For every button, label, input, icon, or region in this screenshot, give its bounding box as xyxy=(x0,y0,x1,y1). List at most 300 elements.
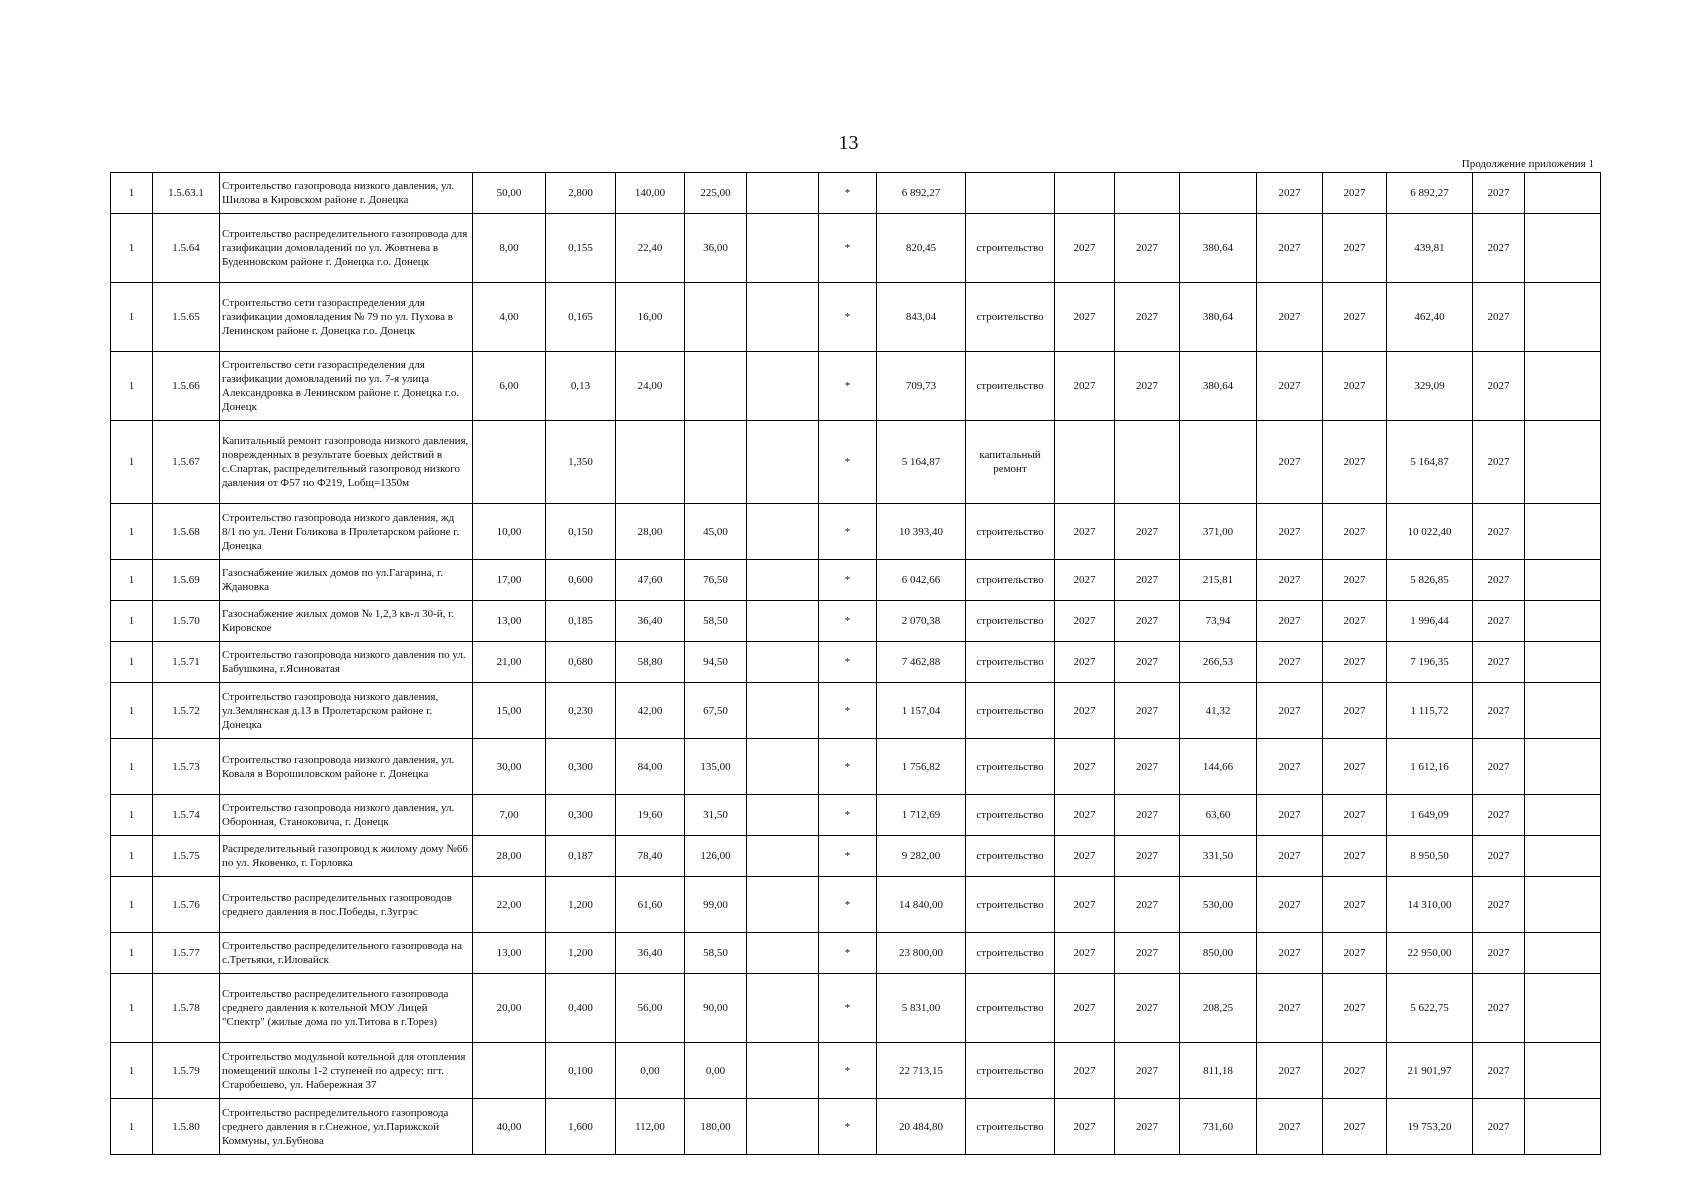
table-cell: 1 xyxy=(111,795,153,836)
table-cell xyxy=(747,504,819,560)
table-cell xyxy=(747,683,819,739)
table-cell: 1.5.77 xyxy=(153,933,220,974)
table-row xyxy=(111,352,1601,421)
table-cell xyxy=(747,601,819,642)
table-cell: 2 070,38 xyxy=(877,601,966,642)
table-cell xyxy=(747,560,819,601)
table-cell: 439,81 xyxy=(1387,214,1473,283)
table-cell: Строительство газопровода низкого давления, ул.Землянская д.13 в Пролетарском районе г. Донецка xyxy=(220,683,473,739)
table-cell: 2,800 xyxy=(546,173,616,214)
table-cell: * xyxy=(819,974,877,1043)
table-cell: 1 756,82 xyxy=(877,739,966,795)
table-cell: 2027 xyxy=(1115,560,1180,601)
table-cell: 41,32 xyxy=(1180,683,1257,739)
table-cell: Строительство газопровода низкого давления, ул. Оборонная, Станоковича, г. Донецк xyxy=(220,795,473,836)
table-cell: 1.5.75 xyxy=(153,836,220,877)
table-cell xyxy=(1525,560,1601,601)
table-cell: 2027 xyxy=(1257,836,1323,877)
table-cell: 22,40 xyxy=(616,214,685,283)
table-cell: 2027 xyxy=(1473,283,1525,352)
table-cell: 10 393,40 xyxy=(877,504,966,560)
table-cell: Капитальный ремонт газопровода низкого давления, поврежденных в результате боевых действий в с.Спартак, распределительный газопровод низкого давления от Ф57 по Ф219, Lобщ=1350м xyxy=(220,421,473,504)
table-cell: 2027 xyxy=(1257,214,1323,283)
table-cell: 2027 xyxy=(1323,642,1387,683)
table-cell: Строительство модульной котельной для отопления помещений школы 1-2 ступеней по адресу: пгт. Старобешево, ул. Набережная 37 xyxy=(220,1043,473,1099)
table-cell: 6 892,27 xyxy=(877,173,966,214)
table-cell: Строительство распределительного газопровода для газификации домовладений по ул. Жовтнева в Буденновском районе г. Донецка г.о. Донецк xyxy=(220,214,473,283)
table-cell: 2027 xyxy=(1055,836,1115,877)
table-cell: 36,40 xyxy=(616,933,685,974)
table-cell: 1 xyxy=(111,933,153,974)
table-cell: строительство xyxy=(966,836,1055,877)
table-cell xyxy=(1115,421,1180,504)
table-cell xyxy=(1180,421,1257,504)
table-cell: 2027 xyxy=(1473,974,1525,1043)
table-cell: 4,00 xyxy=(473,283,546,352)
table-cell: Строительство газопровода низкого давления, ул. Шилова в Кировском районе г. Донецка xyxy=(220,173,473,214)
table-row xyxy=(111,173,1601,214)
table-cell xyxy=(747,836,819,877)
table-cell: капитальный ремонт xyxy=(966,421,1055,504)
table-cell: 73,94 xyxy=(1180,601,1257,642)
table-cell: 2027 xyxy=(1473,504,1525,560)
table-cell: 2027 xyxy=(1473,1043,1525,1099)
table-cell: 99,00 xyxy=(685,877,747,933)
table-cell: 10 022,40 xyxy=(1387,504,1473,560)
table-cell: * xyxy=(819,1043,877,1099)
table-cell: 2027 xyxy=(1115,877,1180,933)
table-cell xyxy=(1525,974,1601,1043)
table-cell: 112,00 xyxy=(616,1099,685,1155)
table-cell: 2027 xyxy=(1473,795,1525,836)
table-row xyxy=(111,560,1601,601)
table-cell: Распределительный газопровод к жилому дому №66 по ул. Яковенко, г. Горловка xyxy=(220,836,473,877)
table-cell: 820,45 xyxy=(877,214,966,283)
table-cell: 45,00 xyxy=(685,504,747,560)
table-cell: 1 xyxy=(111,974,153,1043)
table-cell: 1,200 xyxy=(546,933,616,974)
table-cell: 36,40 xyxy=(616,601,685,642)
table-cell: 76,50 xyxy=(685,560,747,601)
table-cell: 1 649,09 xyxy=(1387,795,1473,836)
table-cell: 0,185 xyxy=(546,601,616,642)
table-cell: 225,00 xyxy=(685,173,747,214)
table-cell: 2027 xyxy=(1055,504,1115,560)
table-cell xyxy=(1055,421,1115,504)
table-cell: 0,680 xyxy=(546,642,616,683)
table-cell: 2027 xyxy=(1323,877,1387,933)
table-cell: строительство xyxy=(966,352,1055,421)
table-cell: 2027 xyxy=(1257,739,1323,795)
table-cell: 47,60 xyxy=(616,560,685,601)
table-cell xyxy=(1525,877,1601,933)
table-cell: 0,00 xyxy=(616,1043,685,1099)
table-cell: * xyxy=(819,352,877,421)
table-cell: 462,40 xyxy=(1387,283,1473,352)
table-cell: 811,18 xyxy=(1180,1043,1257,1099)
table-cell: 15,00 xyxy=(473,683,546,739)
table-cell: 2027 xyxy=(1473,560,1525,601)
table-cell: строительство xyxy=(966,795,1055,836)
table-cell: 1.5.68 xyxy=(153,504,220,560)
table-cell: 0,100 xyxy=(546,1043,616,1099)
table-cell: * xyxy=(819,214,877,283)
table-cell: 1.5.78 xyxy=(153,974,220,1043)
table-cell xyxy=(473,421,546,504)
table-cell: 2027 xyxy=(1055,560,1115,601)
table-cell: Строительство распределительных газопроводов среднего давления в пос.Победы, г.Зугрэс xyxy=(220,877,473,933)
table-cell: 0,155 xyxy=(546,214,616,283)
table-cell: 2027 xyxy=(1055,933,1115,974)
table-cell: 2027 xyxy=(1115,352,1180,421)
table-cell: 0,165 xyxy=(546,283,616,352)
table-cell: 2027 xyxy=(1323,283,1387,352)
table-cell: Строительство распределительного газопровода среднего давления к котельной МОУ Лицей "Спектр" (жилые дома по ул.Титова в г.Торез) xyxy=(220,974,473,1043)
table-cell: 13,00 xyxy=(473,933,546,974)
table-cell: * xyxy=(819,836,877,877)
table-cell xyxy=(747,739,819,795)
table-row xyxy=(111,601,1601,642)
table-cell xyxy=(747,933,819,974)
table-cell: Строительство распределительного газопровода среднего давления в г.Снежное, ул.Парижской Коммуны, ул.Бубнова xyxy=(220,1099,473,1155)
table-cell: 380,64 xyxy=(1180,283,1257,352)
table-cell: 1.5.66 xyxy=(153,352,220,421)
table-cell: Строительство газопровода низкого давления, жд 8/1 по ул. Лени Голикова в Пролетарском районе г. Донецка xyxy=(220,504,473,560)
table-cell: 2027 xyxy=(1257,421,1323,504)
table-cell: 1 115,72 xyxy=(1387,683,1473,739)
table-cell: строительство xyxy=(966,739,1055,795)
table-cell: 2027 xyxy=(1257,504,1323,560)
table-cell: 380,64 xyxy=(1180,214,1257,283)
table-cell: 2027 xyxy=(1055,352,1115,421)
table-cell: 28,00 xyxy=(616,504,685,560)
table-cell xyxy=(747,283,819,352)
table-cell: 2027 xyxy=(1257,560,1323,601)
table-cell: 0,00 xyxy=(685,1043,747,1099)
table-cell: 2027 xyxy=(1055,214,1115,283)
table-cell: 1 xyxy=(111,560,153,601)
table-cell xyxy=(1525,642,1601,683)
table-cell: 215,81 xyxy=(1180,560,1257,601)
table-row xyxy=(111,283,1601,352)
table-cell xyxy=(747,877,819,933)
table-cell: строительство xyxy=(966,504,1055,560)
table-cell: 2027 xyxy=(1473,836,1525,877)
table-cell: 1.5.76 xyxy=(153,877,220,933)
table-cell xyxy=(747,421,819,504)
table-cell xyxy=(1525,1043,1601,1099)
table-cell: строительство xyxy=(966,1043,1055,1099)
table-cell: 208,25 xyxy=(1180,974,1257,1043)
table-cell xyxy=(747,974,819,1043)
table-cell: 2027 xyxy=(1323,421,1387,504)
table-cell: 78,40 xyxy=(616,836,685,877)
table-cell: строительство xyxy=(966,214,1055,283)
table-cell xyxy=(747,795,819,836)
table-cell xyxy=(1525,352,1601,421)
table-cell: * xyxy=(819,933,877,974)
table-row xyxy=(111,933,1601,974)
table-cell: Газоснабжение жилых домов № 1,2,3 кв-л 30-й, г. Кировское xyxy=(220,601,473,642)
table-cell: 94,50 xyxy=(685,642,747,683)
table-cell: 135,00 xyxy=(685,739,747,795)
table-cell xyxy=(747,352,819,421)
table-cell: 1 xyxy=(111,173,153,214)
table-cell: 2027 xyxy=(1473,173,1525,214)
table-cell: 61,60 xyxy=(616,877,685,933)
table-row xyxy=(111,421,1601,504)
table-cell xyxy=(685,352,747,421)
table-cell xyxy=(1525,173,1601,214)
table-cell: 1 xyxy=(111,739,153,795)
table-cell: 2027 xyxy=(1257,795,1323,836)
table-cell: 7 462,88 xyxy=(877,642,966,683)
table-cell: 0,187 xyxy=(546,836,616,877)
table-cell: 2027 xyxy=(1473,933,1525,974)
table-cell: 0,600 xyxy=(546,560,616,601)
table-cell: 2027 xyxy=(1055,1099,1115,1155)
table-cell xyxy=(1525,504,1601,560)
table-row xyxy=(111,974,1601,1043)
table-cell: 709,73 xyxy=(877,352,966,421)
table-cell: * xyxy=(819,683,877,739)
table-cell: 24,00 xyxy=(616,352,685,421)
table-cell xyxy=(473,1043,546,1099)
table-row xyxy=(111,214,1601,283)
table-cell: Газоснабжение жилых домов по ул.Гагарина, г. Ждановка xyxy=(220,560,473,601)
table-cell: 2027 xyxy=(1115,1043,1180,1099)
table-cell: 1 612,16 xyxy=(1387,739,1473,795)
table-cell: 530,00 xyxy=(1180,877,1257,933)
table-cell: 13,00 xyxy=(473,601,546,642)
table-cell xyxy=(747,173,819,214)
table-row xyxy=(111,739,1601,795)
table-cell: строительство xyxy=(966,642,1055,683)
table-cell: 1.5.73 xyxy=(153,739,220,795)
data-table xyxy=(110,172,1601,1155)
table-cell: 0,300 xyxy=(546,795,616,836)
table-cell: 14 310,00 xyxy=(1387,877,1473,933)
table-cell: 2027 xyxy=(1055,1043,1115,1099)
table-cell: 0,300 xyxy=(546,739,616,795)
table-cell: * xyxy=(819,283,877,352)
table-cell: 2027 xyxy=(1473,1099,1525,1155)
table-cell: Строительство сети газораспределения для газификации домовладения № 79 по ул. Пухова в Ленинском районе г. Донецка г.о. Донецк xyxy=(220,283,473,352)
table-cell: 1.5.65 xyxy=(153,283,220,352)
table-row xyxy=(111,1099,1601,1155)
page-number: 13 xyxy=(838,132,859,154)
table-row xyxy=(111,795,1601,836)
table-cell: 2027 xyxy=(1473,683,1525,739)
table-cell: 8,00 xyxy=(473,214,546,283)
table-cell: 2027 xyxy=(1257,933,1323,974)
table-cell: 2027 xyxy=(1323,214,1387,283)
table-cell: * xyxy=(819,795,877,836)
table-cell: строительство xyxy=(966,974,1055,1043)
table-cell xyxy=(1525,836,1601,877)
table-cell: 2027 xyxy=(1115,974,1180,1043)
table-cell xyxy=(1055,173,1115,214)
table-cell: 2027 xyxy=(1115,739,1180,795)
table-cell: 0,150 xyxy=(546,504,616,560)
table-cell: 2027 xyxy=(1257,642,1323,683)
table-cell: * xyxy=(819,601,877,642)
table-cell: 2027 xyxy=(1323,560,1387,601)
table-cell: 2027 xyxy=(1055,739,1115,795)
table-cell: 2027 xyxy=(1115,683,1180,739)
table-cell xyxy=(1525,601,1601,642)
table-cell: 21 901,97 xyxy=(1387,1043,1473,1099)
table-cell: 1 xyxy=(111,283,153,352)
table-cell: 5 622,75 xyxy=(1387,974,1473,1043)
table-cell: 2027 xyxy=(1055,974,1115,1043)
table-cell: 19,60 xyxy=(616,795,685,836)
table-cell: 31,50 xyxy=(685,795,747,836)
table-cell: строительство xyxy=(966,933,1055,974)
table-cell: 2027 xyxy=(1257,352,1323,421)
table-cell: 1 157,04 xyxy=(877,683,966,739)
table-cell: 2027 xyxy=(1323,504,1387,560)
table-cell: 1.5.74 xyxy=(153,795,220,836)
table-cell: 1 996,44 xyxy=(1387,601,1473,642)
table-cell: 6,00 xyxy=(473,352,546,421)
table-cell: 2027 xyxy=(1055,683,1115,739)
table-cell: строительство xyxy=(966,683,1055,739)
table-cell: 2027 xyxy=(1115,933,1180,974)
table-cell: 2027 xyxy=(1473,642,1525,683)
table-cell: Строительство газопровода низкого давления, ул. Коваля в Ворошиловском районе г. Донецка xyxy=(220,739,473,795)
table-cell: 2027 xyxy=(1115,642,1180,683)
continuation-note: Продолжение приложения 1 xyxy=(1461,158,1594,170)
table-cell: 90,00 xyxy=(685,974,747,1043)
table-cell: 2027 xyxy=(1323,739,1387,795)
table-cell: 17,00 xyxy=(473,560,546,601)
table-cell: 1.5.71 xyxy=(153,642,220,683)
table-cell: 19 753,20 xyxy=(1387,1099,1473,1155)
table-cell: 1 xyxy=(111,642,153,683)
table-cell: 22 950,00 xyxy=(1387,933,1473,974)
table-cell: 2027 xyxy=(1115,504,1180,560)
table-cell: 2027 xyxy=(1115,283,1180,352)
table-cell: 1,600 xyxy=(546,1099,616,1155)
table-row xyxy=(111,504,1601,560)
table-cell: 2027 xyxy=(1323,933,1387,974)
table-cell: 2027 xyxy=(1473,352,1525,421)
table-cell: 2027 xyxy=(1473,421,1525,504)
table-cell: 1.5.67 xyxy=(153,421,220,504)
table-cell: 1.5.80 xyxy=(153,1099,220,1155)
table-cell xyxy=(1115,173,1180,214)
table-cell xyxy=(1525,795,1601,836)
table-cell: 0,13 xyxy=(546,352,616,421)
table-cell: 1 xyxy=(111,352,153,421)
table-cell xyxy=(747,1043,819,1099)
table-row xyxy=(111,642,1601,683)
table-cell: 2027 xyxy=(1257,683,1323,739)
table-cell: Строительство сети газораспределения для газификации домовладений по ул. 7-я улица Александровка в Ленинском районе г. Донецка г.о. Донецк xyxy=(220,352,473,421)
table-cell: 22,00 xyxy=(473,877,546,933)
table-cell: 2027 xyxy=(1257,1043,1323,1099)
table-cell: 380,64 xyxy=(1180,352,1257,421)
table-cell: 6 892,27 xyxy=(1387,173,1473,214)
table-cell: 21,00 xyxy=(473,642,546,683)
table-cell: 2027 xyxy=(1257,601,1323,642)
table-cell: 58,50 xyxy=(685,601,747,642)
table-cell: 1.5.70 xyxy=(153,601,220,642)
table-cell: 1 712,69 xyxy=(877,795,966,836)
table-cell: 1 xyxy=(111,1043,153,1099)
table-cell: 2027 xyxy=(1115,1099,1180,1155)
table-cell: 1,200 xyxy=(546,877,616,933)
table-cell: 2027 xyxy=(1257,877,1323,933)
table-cell: строительство xyxy=(966,877,1055,933)
table-cell: 2027 xyxy=(1323,836,1387,877)
table-cell: * xyxy=(819,173,877,214)
table-cell: строительство xyxy=(966,283,1055,352)
table-row xyxy=(111,877,1601,933)
table-cell: 2027 xyxy=(1323,601,1387,642)
table-cell: * xyxy=(819,1099,877,1155)
table-cell: 30,00 xyxy=(473,739,546,795)
table-cell: 2027 xyxy=(1473,214,1525,283)
table-cell: 23 800,00 xyxy=(877,933,966,974)
table-cell xyxy=(1525,683,1601,739)
table-cell: 1,350 xyxy=(546,421,616,504)
table-cell xyxy=(685,421,747,504)
table-cell: Строительство газопровода низкого давления по ул. Бабушкина, г.Ясиноватая xyxy=(220,642,473,683)
table-row xyxy=(111,683,1601,739)
table-cell: 1 xyxy=(111,877,153,933)
table-cell: 14 840,00 xyxy=(877,877,966,933)
table-cell: 28,00 xyxy=(473,836,546,877)
table-cell: 2027 xyxy=(1323,173,1387,214)
table-cell: 2027 xyxy=(1473,739,1525,795)
table-cell xyxy=(1180,173,1257,214)
table-cell xyxy=(616,421,685,504)
table-cell: 36,00 xyxy=(685,214,747,283)
table-cell: 2027 xyxy=(1323,683,1387,739)
table-cell: 2027 xyxy=(1323,795,1387,836)
table-cell: 56,00 xyxy=(616,974,685,1043)
table-cell: 144,66 xyxy=(1180,739,1257,795)
table-cell: 1.5.72 xyxy=(153,683,220,739)
table-cell: 2027 xyxy=(1473,601,1525,642)
table-cell: 180,00 xyxy=(685,1099,747,1155)
table-cell: 2027 xyxy=(1115,795,1180,836)
table-cell: 40,00 xyxy=(473,1099,546,1155)
table-cell: 1.5.79 xyxy=(153,1043,220,1099)
table-cell: 2027 xyxy=(1257,173,1323,214)
table-cell: 2027 xyxy=(1055,642,1115,683)
table-cell xyxy=(1525,933,1601,974)
table-cell: 20 484,80 xyxy=(877,1099,966,1155)
table-cell: 1 xyxy=(111,421,153,504)
table-cell: * xyxy=(819,560,877,601)
table-cell: 850,00 xyxy=(1180,933,1257,974)
table-cell: 2027 xyxy=(1115,601,1180,642)
table-cell: 22 713,15 xyxy=(877,1043,966,1099)
table-cell: 2027 xyxy=(1055,795,1115,836)
table-row xyxy=(111,1043,1601,1099)
table-cell: * xyxy=(819,642,877,683)
table-cell: строительство xyxy=(966,560,1055,601)
table-row xyxy=(111,836,1601,877)
table-cell xyxy=(747,214,819,283)
table-cell: строительство xyxy=(966,601,1055,642)
table-cell: 329,09 xyxy=(1387,352,1473,421)
table-cell xyxy=(685,283,747,352)
table-cell: 20,00 xyxy=(473,974,546,1043)
